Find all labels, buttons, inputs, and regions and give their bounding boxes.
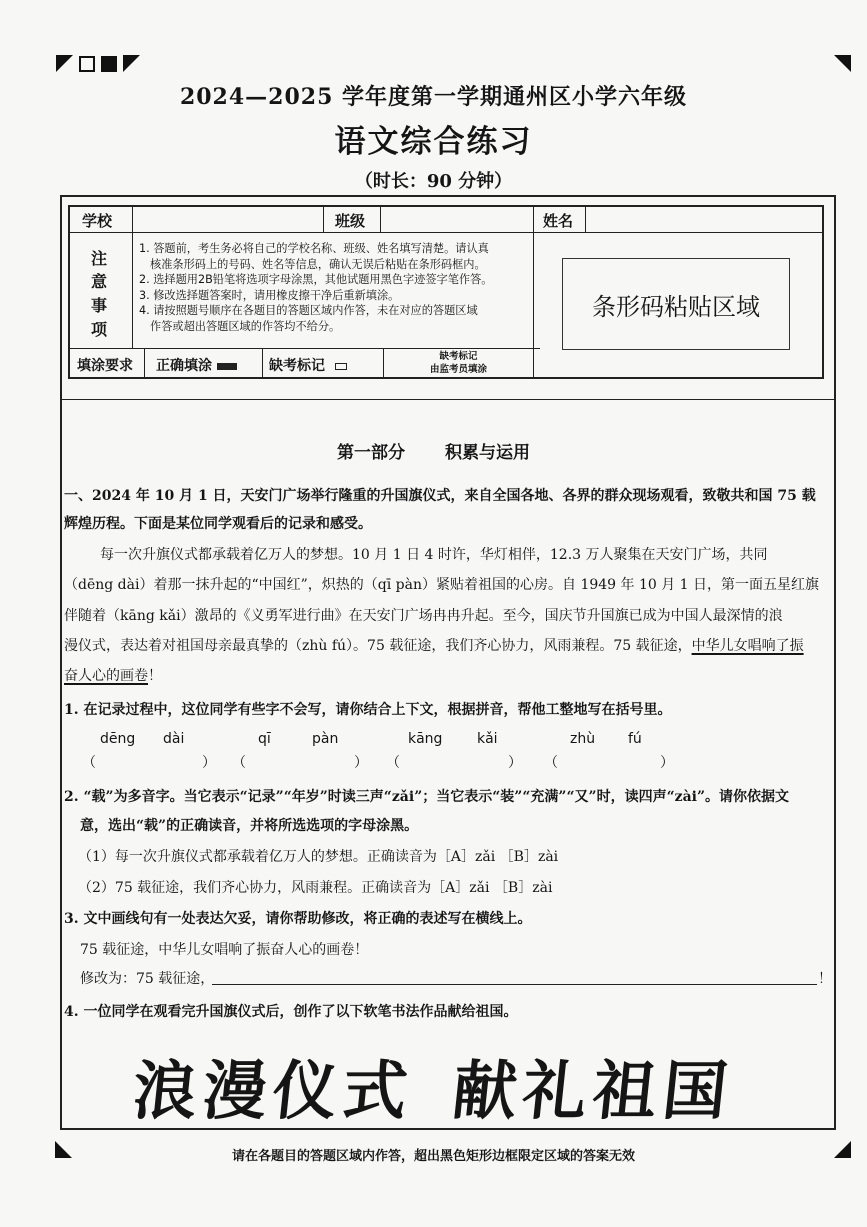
q2-item1[interactable]: （1）每一次升旗仪式都承载着亿万人的梦想。正确读音为［A］zǎi ［B］zài — [78, 849, 559, 865]
q2-item2[interactable]: （2）75 载征途，我们齐心协力，风雨兼程。正确读音为［A］zǎi ［B］zài — [78, 880, 553, 896]
table-line — [323, 205, 324, 232]
class-label: 班级 — [335, 212, 366, 230]
underlined-sentence-cont: 奋人心的画卷 — [64, 668, 148, 684]
pinyin: qī — [258, 731, 271, 747]
pinyin: fú — [628, 731, 642, 747]
q3-answer-line[interactable] — [212, 984, 817, 985]
answer-blank-kangkai[interactable] — [404, 752, 504, 772]
class-field[interactable] — [382, 207, 532, 231]
exam-title: 2024—2025 学年度第一学期通州区小学六年级 — [179, 84, 688, 110]
filled-mark-icon — [217, 363, 237, 370]
corner-mark-filled-square — [101, 56, 117, 72]
note-item: 3. 修改选择题答案时，请用橡皮擦干净后重新填涂。 — [139, 288, 400, 302]
passage-line3: 伴随着（kāng kǎi）激昂的《义勇军进行曲》在天安门广场冉冉升起。至今，国庆节升国旗已成为中国人最深情的浪 — [64, 608, 783, 624]
answer-paren-close: ） — [508, 755, 522, 771]
pinyin: dēng — [100, 731, 136, 747]
q3-sentence: 75 载征途，中华儿女唱响了振奋人心的画卷！ — [80, 942, 369, 958]
notes-list — [139, 241, 539, 335]
pinyin: kāng — [408, 731, 443, 747]
question-intro-line1: 一、2024 年 10 月 1 日，天安门广场举行隆重的升国旗仪式，来自全国各地、各界的群众现场观看，致敬共和国 75 载 — [64, 488, 816, 504]
answer-paren-open: （ — [232, 755, 246, 771]
note-item: 4. 请按照题号顺序在各题目的答题区域内作答，未在对应的答题区域 作答或超出答题区域的作答均不给分。 — [139, 304, 478, 333]
notes-char-2: 意 — [91, 272, 108, 291]
pinyin: pàn — [312, 731, 339, 747]
footer-notice: 请在各题目的答题区域内作答，超出黑色矩形边框限定区域的答案无效 — [231, 1149, 635, 1164]
table-line — [380, 205, 381, 232]
table-line — [132, 205, 133, 348]
absent-mark-label: 缺考标记 — [269, 355, 347, 375]
table-line — [262, 348, 263, 379]
note-item: 2. 选择题用2B铅笔将选项字母涂黑，其他试题用黑色字迹签字笔作答。 — [139, 273, 493, 287]
question-intro-line2: 辉煌历程。下面是某位同学观看后的记录和感受。 — [64, 516, 372, 532]
pinyin: zhù — [570, 731, 596, 747]
table-line — [68, 348, 540, 349]
q2-stem-line1: 2. “载”为多音字。当它表示“记录”“年岁”时读三声“zǎi”；当它表示“装”“充满”“又”时，读四声“zài”。请你依据文 — [64, 789, 790, 805]
name-label: 姓名 — [543, 212, 574, 230]
section-divider — [60, 399, 836, 400]
notes-char-4: 项 — [91, 320, 108, 339]
answer-blank-qipan[interactable] — [250, 752, 350, 772]
answer-paren-close: ） — [354, 755, 368, 771]
table-line — [144, 348, 145, 379]
answer-paren-open: （ — [82, 755, 96, 771]
table-line — [383, 348, 384, 379]
corner-mark-top-right — [834, 55, 851, 72]
fill-requirement-label: 填涂要求 — [77, 358, 133, 374]
answer-paren-close: ） — [660, 755, 674, 771]
subject-title: 语文综合练习 — [334, 124, 533, 160]
pinyin: dài — [163, 731, 185, 747]
underlined-sentence: 中华儿女唱响了振 — [691, 638, 804, 654]
q1-stem: 1. 在记录过程中，这位同学有些字不会写，请你结合上下文，根据拼音，帮他工整地写在括号里。 — [64, 702, 672, 718]
duration: （时长：90 分钟） — [354, 171, 513, 192]
notes-char-1: 注 — [91, 249, 108, 268]
q3-stem: 3. 文中画线句有一处表达欠妥，请你帮助修改，将正确的表述写在横线上。 — [64, 911, 532, 927]
correct-fill-label: 正确填涂 — [156, 355, 237, 375]
table-line — [68, 232, 824, 233]
note-item: 1. 答题前，考生务必将自己的学校名称、班级、姓名填写清楚。请认真 核准条形码上的号码、姓名等信息，确认无误后粘贴在条形码框内。 — [139, 242, 489, 271]
q3-answer-suffix: ！ — [818, 971, 832, 987]
answer-paren-close: ） — [202, 755, 216, 771]
q3-answer-prefix: 修改为：75 载征途， — [80, 971, 215, 987]
answer-paren-open: （ — [386, 755, 400, 771]
name-field[interactable] — [587, 207, 822, 231]
absent-checkbox[interactable] — [335, 363, 347, 370]
section-title: 第一部分 积累与运用 — [337, 443, 530, 463]
pinyin: kǎi — [477, 731, 498, 747]
answer-blank-dengdai[interactable] — [100, 752, 200, 772]
notes-char-3: 事 — [91, 296, 108, 315]
q2-stem-line2: 意，选出“载”的正确读音，并将所选选项的字母涂黑。 — [80, 818, 419, 834]
corner-mark-top-left-2 — [123, 55, 140, 72]
q4-stem: 4. 一位同学在观看完升国旗仪式后，创作了以下软笔书法作品献给祖国。 — [64, 1004, 518, 1020]
passage-line1: 每一次升旗仪式都承载着亿万人的梦想。10 月 1 日 4 时许，华灯相伴，12.3 万人聚集在天安门广场，共同 — [100, 547, 768, 563]
school-label: 学校 — [82, 212, 113, 230]
table-line — [585, 205, 586, 232]
absent-note: 缺考标记 由监考员填涂 — [429, 351, 487, 375]
school-field[interactable] — [134, 207, 322, 231]
answer-paren-open: （ — [544, 755, 558, 771]
corner-mark-empty-square — [79, 56, 95, 72]
calligraphy-artwork: 浪漫仪式 献礼祖国 — [128, 1054, 737, 1129]
corner-mark-top-left — [56, 55, 73, 72]
barcode-area[interactable]: 条形码粘贴区域 — [562, 258, 790, 350]
answer-blank-zhufu[interactable] — [562, 752, 662, 772]
passage-line2: （dēng dài）着那一抹升起的“中国红”，炽热的（qī pàn）紧贴着祖国的心房。自 1949 年 10 月 1 日，第一面五星红旗 — [64, 577, 820, 593]
passage-line5: 奋人心的画卷！ — [64, 668, 162, 684]
passage-line4: 漫仪式，表达着对祖国母亲最真挚的（zhù fú）。75 载征途，我们齐心协力，风雨兼程。75 载征途，中华儿女唱响了振 — [64, 638, 804, 654]
